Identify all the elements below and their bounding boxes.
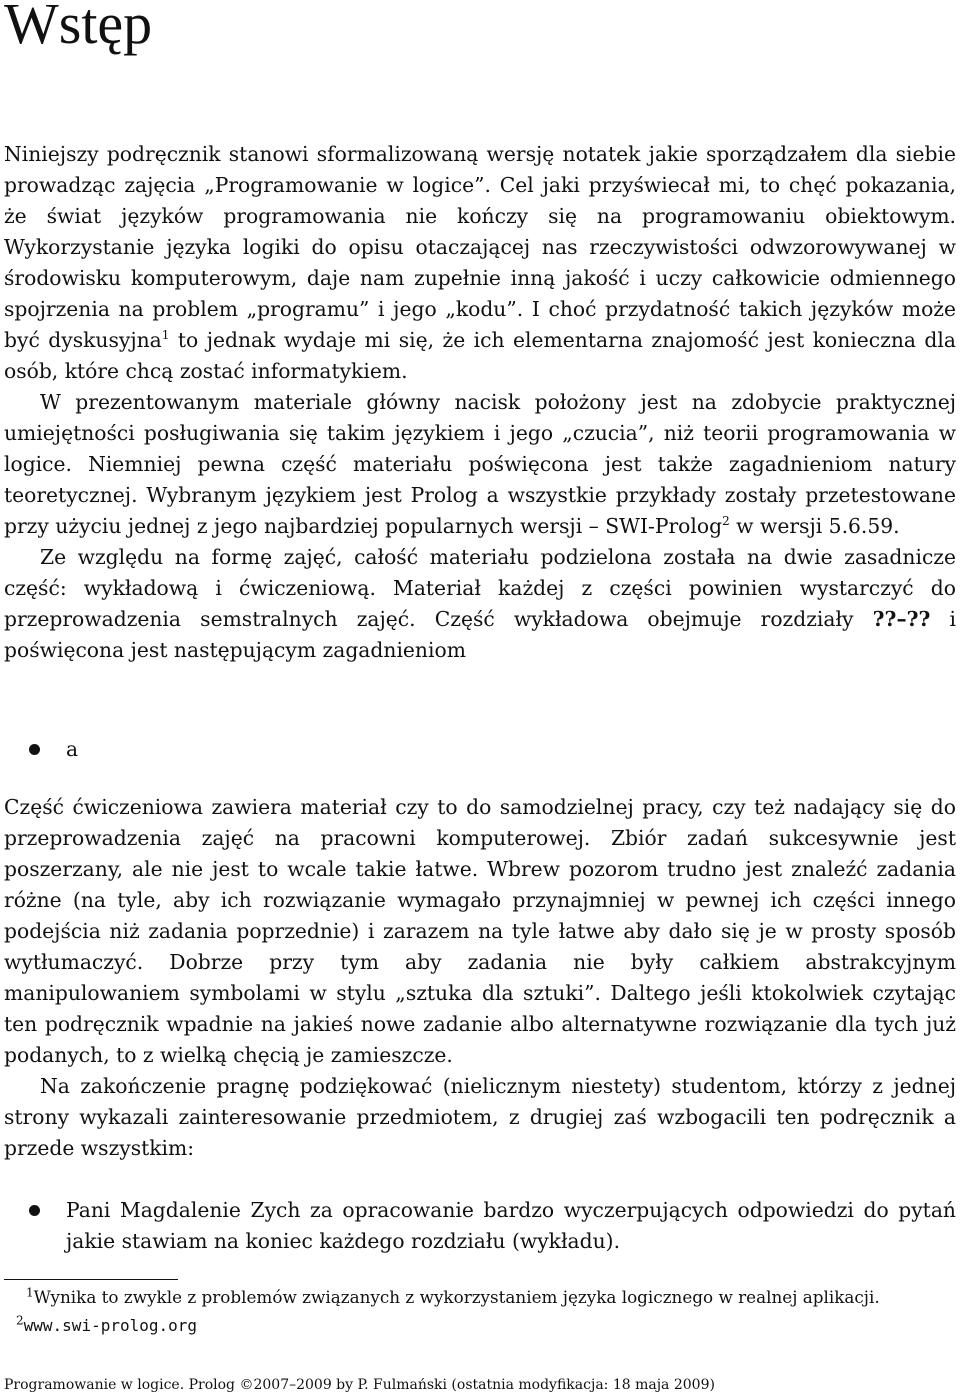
paragraph-2: W prezentowanym materiale główny nacisk położony jest na zdobycie praktycznej umiejętności posługiwania się takim językiem i jego „czucia”, niż teorii programowania w logice. Niemniej pewna część materiału poświęcona jest także zagadnieniom natury teoretycznej. Wybranym językiem jest Prolog a wszystkie przykłady zostały przetestowane przy użyciu jednej z jego najbardziej popularnych wersji – SWI-Prolog$^2$ w wersji 5.6.59.: [4, 390, 956, 538]
paragraph-4: Część ćwiczeniowa zawiera materiał czy to do samodzielnej pracy, czy też nadający się do przeprowadzenia zajęć na pracowni komputerowej. Zbiór zadań sukcesywnie jest poszerzany, ale nie jest to wcale takie łatwe. Wbrew pozorom trudno jest znaleźć zadania różne (na tyle, aby ich rozwiązanie wymagało przynajmniej w pewnej ich części innego podejścia niż zadania poprzednie) i zarazem na tyle łatwe aby dało się je w prosty sposób wytłumaczyć. Dobrze przy tym aby zadania nie były całkiem abstrakcyjnym manipulowaniem symbolami w stylu „sztuka dla sztuki”. Daltego jeśli ktokolwiek czytając ten podręcznik wpadnie na jakieś nowe zadanie albo alternatywne rozwiązanie dla tych już podanych, to z wielką chęcią je zamieszcze.: [4, 795, 956, 1067]
page-footer: Programowanie w logice. Prolog ©2007–2009 by P. Fulmański (ostatnia modyfikacja: 18 maja 2009): [4, 1377, 715, 1393]
topics-list: [4, 734, 956, 765]
bullet-icon: [29, 744, 40, 755]
body-text: [4, 139, 956, 666]
footnotes: [4, 1283, 956, 1340]
list-item: Pani Magdalenie Zych za opracowanie bardzo wyczerpujących odpowiedzi do pytań jakie stawiam na koniec każdego rozdziału (wykładu).: [4, 1195, 956, 1257]
paragraph-5: Na zakończenie pragnę podziękować (nielicznym niestety) studentom, którzy z jednej strony wykazali zainteresowanie przedmiotem, z drugiej zaś wzbogacili ten podręcznik a przede wszystkim:: [4, 1074, 956, 1160]
chapter-title: Wstęp: [4, 0, 153, 56]
body-text-2: [4, 792, 956, 1164]
footnote-ref-1[interactable]: 1: [161, 328, 170, 343]
paragraph-1: Niniejszy podręcznik stanowi sformalizowaną wersję notatek jakie sporządzałem dla siebie prowadząc zajęcia „Programowanie w logice”. Cel jaki przyświecał mi, to chęć pokazania, że świat języków programowania nie kończy się na programowaniu obiektowym. Wykorzystanie języka logiki do opisu otaczającej nas rzeczywistości odwzorowywanej w środowisku komputerowym, daje nam zupełnie inną jakość i uczy całkowicie odmiennego spojrzenia na problem „programu” i jego „kodu”. I choć przydatność takich języków może być dyskusyjna$^1$ to jednak wydaje mi się, że ich elementarna znajomość jest konieczna dla osób, które chcą zostać informatykiem.: [4, 142, 956, 383]
footnote-2: $^2$www.swi-prolog.org: [16, 1313, 198, 1335]
footnote-1: $^1$Wynika to zwykle z problemów związanych z wykorzystaniem języka logicznego w realnej aplikacji.: [26, 1285, 880, 1307]
footnote-divider: [4, 1279, 178, 1280]
paragraph-3: Ze względu na formę zajęć, całość materiału podzielona została na dwie zasadnicze część: wykładową i ćwiczeniową. Materiał każdej z części powinien wystarczyć do przeprowadzenia semstralnych zajęć. Część wykładowa obejmuje rozdziały ??–?? i poświęcona jest następującym zagadnieniom: [4, 545, 956, 662]
bullet-icon: [29, 1205, 40, 1216]
unresolved-reference: ??–??: [872, 607, 931, 631]
thanks-list: [4, 1195, 956, 1257]
list-item: a: [4, 734, 956, 765]
footnote-link[interactable]: www.swi-prolog.org: [23, 1316, 198, 1335]
footnote-ref-2[interactable]: 2: [722, 514, 730, 529]
